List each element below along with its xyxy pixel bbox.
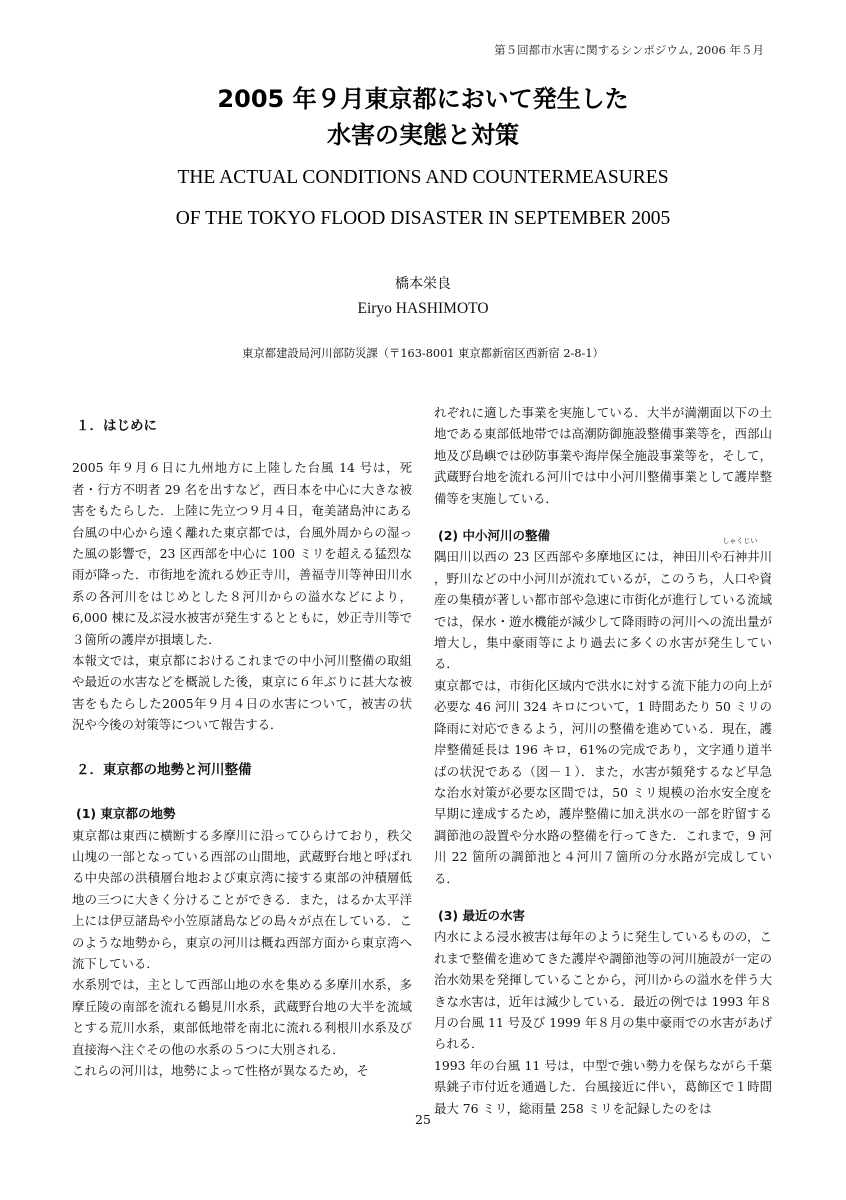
- section-heading-topography: ２．東京都の地勢と河川整備: [76, 761, 252, 778]
- right-column: [434, 402, 772, 1119]
- subsection-heading-small-rivers: (2) 中小河川の整備: [438, 528, 550, 544]
- text-run: 隅田川以西の 23 区西部や多摩地区には，神田川や: [434, 549, 723, 565]
- title-jp-line2: 水害の実態と対策: [327, 121, 519, 149]
- paragraph: 2005 年９月６日に九州地方に上陸した台風 14 号は，死者・行方不明者 29 名を出すなど，西日本を中心に大きな被害をもたらした．上陸に先立つ９月４日，奄美諸島沖にある台風の中心から遠く離れた東京都では，台風外周からの湿った風の影響で，23 区西部を中心に 100 ミリを超える猛烈な雨が降った．市街地を流れる妙正寺川，善福寺川等神田川水系の各河川をはじめとした８河川からの溢水などにより，6,000 棟に及ぶ浸水被害が発生するとともに，妙正寺川等で３箇所の護岸が損壊した．: [72, 460, 412, 647]
- conference-header: 第５回都市水害に関するシンポジウム, 2006 年５月: [494, 43, 764, 57]
- ruby-word: [722, 537, 772, 567]
- title-jp-line1: 2005 年９月東京都において発生した: [217, 85, 629, 113]
- paragraph: 1993 年の台風 11 号は，中型で強い勢力を保ちながら千葉県銚子市付近を通過した．台風接近に伴い，葛飾区で１時間最大 76 ミリ，総雨量 258 ミリを記録したのをは: [434, 1057, 772, 1116]
- title-en-line2: OF THE TOKYO FLOOD DISASTER IN SEPTEMBER 2005: [175, 208, 671, 229]
- paragraph: 東京都では，市街化区域内で洪水に対する流下能力の向上が必要な 46 河川 324 キロについて，1 時間あたり 50 ミリの降雨に対応できるよう，河川の整備を進めている．現在，護岸整備延長は 196 キロ，61%の完成であり，文字通り道半ばの状況である（図－１）．また，水害が頻発するなど早急な治水対策が必要な区間では，50 ミリ規模の治水安全度を早期に達成するため，護岸整備に加え洪水の一部を貯留する調節池の設置や分水路の整備を行ってきた．これまで，9 河川 22 箇所の調節池と４河川７箇所の分水路が完成している．: [434, 677, 772, 886]
- section-heading-introduction: １．はじめに: [76, 418, 157, 434]
- paragraph: 東京都は東西に横断する多摩川に沿ってひらけており，秩父山塊の一部となっている西部の山間地，武蔵野台地と呼ばれる中央部の洪積層台地および東京湾に接する東部の沖積層低地の三つに大きく分けることができる．また，はるか太平洋上には伊豆諸島や小笠原諸島などの島々が点在している．このような地勢から，東京の河川は概ね西部方面から東京湾へ流下している．: [72, 827, 412, 971]
- affiliation: 東京都建設局河川部防災課（〒163-8001 東京都新宿区西新宿 2-8-1）: [242, 347, 604, 360]
- paragraph: れぞれに適した事業を実施している．大半が満潮面以下の土地である東部低地帯では高潮防御施設整備事業等を，西部山地及び島嶼では砂防事業や海岸保全施設事業等を，そして，武蔵野台地を流れる河川では中小河川整備事業として護岸整備等を実施している．: [434, 405, 772, 506]
- ruby-reading: しゃくじい: [722, 537, 758, 546]
- paragraph: これらの河川は，地勢によって性格が異なるため，そ: [72, 1062, 369, 1078]
- author-name-en: Eiryo HASHIMOTO: [357, 300, 489, 317]
- left-column: [72, 398, 412, 1081]
- paragraph: 本報文では，東京都におけるこれまでの中小河川整備の取組や最近の水害などを概説した後，東京に６年ぶりに甚大な被害をもたらした2005年９月４日の水害について，被害の状況や今後の対策等について報告する．: [72, 653, 412, 733]
- title-en-line1: THE ACTUAL CONDITIONS AND COUNTERMEASURES: [177, 167, 669, 188]
- ruby-base: 石神井川: [722, 549, 772, 565]
- page-number: 25: [415, 1112, 431, 1127]
- text-run: ，野川などの中小河川が流れているが，このうち，人口や資産の集積が著しい都市部や急速に市街化が進行している流域では，保水・遊水機能が減少して降雨時の河川への流出量が増大し，集中豪雨等により過去に多くの水害が発生している．: [434, 570, 772, 672]
- subsection-heading-recent-floods: (3) 最近の水害: [438, 907, 525, 923]
- author-name-jp: 橋本栄良: [395, 276, 451, 292]
- paragraph: 水系別では，主として西部山地の水を集める多摩川水系，多摩丘陵の南部を流れる鶴見川水系，武蔵野台地の大半を流域とする荒川水系，東部低地帯を南北に流れる利根川水系及び直接海へ注ぐその他の水系の５つに大別される．: [72, 977, 412, 1057]
- subsection-heading-topography: (1) 東京都の地勢: [76, 806, 176, 822]
- paragraph: 内水による浸水被害は毎年のように発生しているものの，これまで整備を進めてきた護岸や調節池等の河川施設が一定の治水効果を発揮していることから，河川からの溢水を伴う大きな水害は，近年は減少している．最近の例では 1993 年８月の台風 11 号及び 1999 年８月の集中豪雨での水害があげられる．: [434, 929, 772, 1052]
- paragraph: [434, 537, 772, 674]
